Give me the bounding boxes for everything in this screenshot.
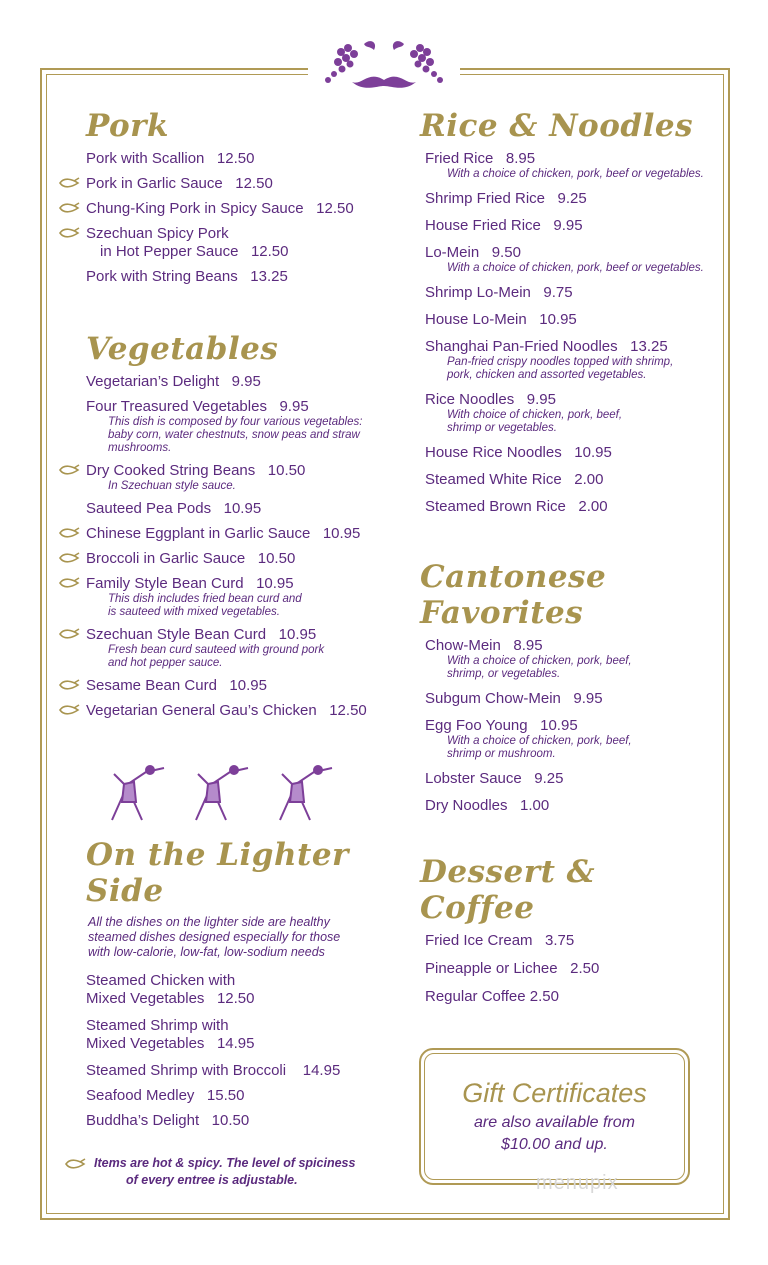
menu-item: Regular Coffee 2.50 <box>425 988 559 1005</box>
menu-item: Four Treasured Vegetables 9.95 This dish is composed by four various vegetables: baby corn, water chestnuts, snow peas and straw mushrooms. <box>58 398 398 455</box>
grape-vine-ornament-icon <box>308 34 460 98</box>
watermark-logo: menupix <box>536 1172 619 1194</box>
item-description: With a choice of chicken, pork, beef, <box>447 655 632 667</box>
menu-item: Chinese Eggplant in Garlic Sauce 10.95 <box>58 525 398 543</box>
item-description: This dish includes fried bean curd and <box>108 593 302 605</box>
section-title: Vegetables <box>86 331 279 367</box>
menu-item: Shanghai Pan-Fried Noodles 13.25 Pan-fried crispy noodles topped with shrimp, pork, chicken and assorted vegetables. <box>420 338 720 382</box>
menu-item: Pork in Garlic Sauce 12.50 <box>58 175 398 193</box>
menu-item: Lobster Sauce 9.25 <box>425 770 564 787</box>
menu-item: Pork with String Beans 13.25 <box>86 268 288 285</box>
menu-item: Dry Noodles 1.00 <box>425 797 550 814</box>
menu-item: Pineapple or Lichee 2.50 <box>425 960 600 977</box>
section-title: On the Lighter Side <box>86 837 349 909</box>
section-title: Dessert & Coffee <box>420 854 596 926</box>
pepper-icon <box>58 527 80 539</box>
item-description: pork, chicken and assorted vegetables. <box>447 369 647 381</box>
pepper-icon <box>64 1158 86 1170</box>
pepper-icon <box>58 227 80 239</box>
item-description: With a choice of chicken, pork, beef or vegetables. <box>447 168 704 180</box>
item-description: In Szechuan style sauce. <box>108 480 236 492</box>
item-description: and hot pepper sauce. <box>108 657 223 669</box>
item-description: With a choice of chicken, pork, beef or vegetables. <box>447 262 704 274</box>
menu-item: Vegetarian General Gau’s Chicken 12.50 <box>58 702 398 720</box>
menu-item: House Rice Noodles 10.95 <box>425 444 612 461</box>
pepper-icon <box>58 177 80 189</box>
item-description: baby corn, water chestnuts, snow peas and straw <box>108 429 360 441</box>
rice-items <box>420 150 720 516</box>
menu-item: House Fried Rice 9.95 <box>425 217 583 234</box>
menu-item: House Lo-Mein 10.95 <box>425 311 577 328</box>
item-description: This dish is composed by four various vegetables: <box>108 416 363 428</box>
item-description: shrimp, or vegetables. <box>447 668 561 680</box>
pepper-icon <box>58 679 80 691</box>
menu-item: Dry Cooked String Beans 10.50 In Szechuan style sauce. <box>58 462 398 493</box>
pepper-icon <box>58 464 80 476</box>
item-description: With choice of chicken, pork, beef, <box>447 409 623 421</box>
item-description: With a choice of chicken, pork, beef, <box>447 735 632 747</box>
menu-item: Subgum Chow-Mein 9.95 <box>425 690 603 707</box>
pork-section <box>58 108 398 144</box>
menu-item: Szechuan Spicy Pork in Hot Pepper Sauce 12.50 <box>58 225 398 261</box>
menu-item: Steamed Shrimp with Mixed Vegetables 14.95 <box>86 1017 255 1052</box>
pepper-icon <box>58 704 80 716</box>
vegetables-items <box>58 373 398 720</box>
pork-items <box>58 150 398 286</box>
section-title: Rice & Noodles <box>420 108 694 144</box>
dessert-items <box>420 932 720 1006</box>
lighter-items <box>58 972 398 1130</box>
menu-item: Fried Rice 8.95 With a choice of chicken, pork, beef or vegetables. <box>420 150 720 181</box>
menu-item: Sauteed Pea Pods 10.95 <box>86 500 262 517</box>
stretching-dancers-icon <box>98 762 348 826</box>
menu-item: Fried Ice Cream 3.75 <box>425 932 575 949</box>
section-title: Cantonese Favorites <box>420 559 607 631</box>
menu-item: Szechuan Style Bean Curd 10.95 Fresh bean curd sauteed with ground pork and hot pepper sauce. <box>58 626 398 670</box>
cantonese-items <box>420 637 720 815</box>
menu-item: Sesame Bean Curd 10.95 <box>58 677 398 695</box>
item-description: Fresh bean curd sauteed with ground pork <box>108 644 325 656</box>
menu-item: Broccoli in Garlic Sauce 10.50 <box>58 550 398 568</box>
footnote-line-1: Items are hot & spicy. The level of spiciness <box>94 1156 356 1170</box>
menu-item: Steamed White Rice 2.00 <box>425 471 604 488</box>
gift-line-1: are also available from <box>474 1114 635 1131</box>
menu-item: Rice Noodles 9.95 With choice of chicken, pork, beef, shrimp or vegetables. <box>420 391 720 435</box>
pepper-icon <box>58 577 80 589</box>
item-description: mushrooms. <box>108 442 172 454</box>
menu-item: Steamed Chicken with Mixed Vegetables 12.50 <box>86 972 255 1007</box>
gift-line-2: $10.00 and up. <box>501 1136 608 1153</box>
menu-item: Family Style Bean Curd 10.95 This dish includes fried bean curd and is sauteed with mixed vegetables. <box>58 575 398 619</box>
menu-item: Buddha’s Delight 10.50 <box>86 1112 250 1129</box>
section-title: Pork <box>86 108 169 144</box>
menu-item: Seafood Medley 15.50 <box>86 1087 245 1104</box>
lighter-intro: All the dishes on the lighter side are healthy steamed dishes designed especially for those with low-calorie, low-fat, low-sodium needs <box>88 915 341 959</box>
menu-item: Steamed Shrimp with Broccoli 14.95 <box>86 1062 341 1079</box>
right-column <box>420 108 720 1016</box>
item-description: is sauteed with mixed vegetables. <box>108 606 280 618</box>
menu-item: Shrimp Fried Rice 9.25 <box>425 190 587 207</box>
menu-item: Pork with Scallion 12.50 <box>86 150 255 167</box>
menu-item: Chung-King Pork in Spicy Sauce 12.50 <box>58 200 398 218</box>
menu-item: Egg Foo Young 10.95 With a choice of chicken, pork, beef, shrimp or mushroom. <box>420 717 720 761</box>
pepper-icon <box>58 552 80 564</box>
gift-title: Gift Certificates <box>462 1078 647 1108</box>
item-description: shrimp or mushroom. <box>447 748 556 760</box>
menu-item: Chow-Mein 8.95 With a choice of chicken, pork, beef, shrimp, or vegetables. <box>420 637 720 681</box>
menu-item: Steamed Brown Rice 2.00 <box>425 498 608 515</box>
left-column <box>58 108 398 1137</box>
spicy-footnote <box>64 1155 384 1189</box>
item-description: shrimp or vegetables. <box>447 422 557 434</box>
menu-item: Vegetarian’s Delight 9.95 <box>86 373 261 390</box>
pepper-icon <box>58 202 80 214</box>
footnote-line-2: of every entree is adjustable. <box>126 1173 298 1187</box>
item-description: Pan-fried crispy noodles topped with shrimp, <box>447 356 674 368</box>
menu-item: Lo-Mein 9.50 With a choice of chicken, pork, beef or vegetables. <box>420 244 720 275</box>
pepper-icon <box>58 628 80 640</box>
gift-certificate-box <box>424 1053 685 1180</box>
menu-item: Shrimp Lo-Mein 9.75 <box>425 284 573 301</box>
